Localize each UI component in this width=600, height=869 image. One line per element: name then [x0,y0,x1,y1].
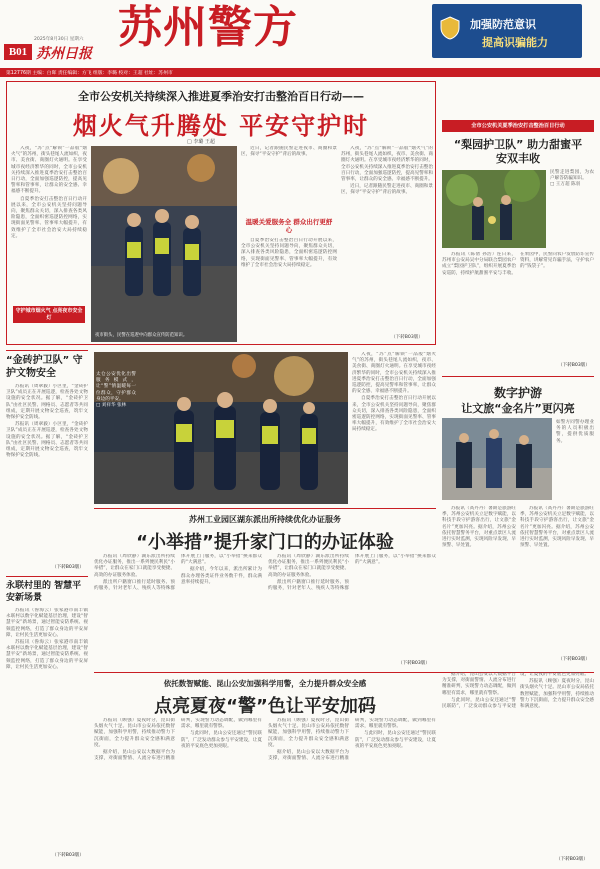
left1-body: 苏报讯（周翠毅）小区里，“金砖护卫队”成员正在开展巡逻，检查各处文物设施的安全状况。据了解，“金砖护卫队”由社区民警、网格员、志愿者等共同组成，定期开展文物安全巡查，筑牢文物保护安全防线。 苏报讯（周翠毅）小区里，“金砖护卫队”成员正在开展巡逻，检查各处文物设施的安全状况。据了解，“金砖护卫队”由社区民警、网格员、志愿者等共同组成，定期开展文物安全巡查，筑牢文物保护安全防线。 [6,384,88,459]
lead-body-col3b: 自夏季治安打击整治百日行动开展以来，全市公安机关坚持问题导向，聚焦群众关切，深入排查各类风险隐患，全面织密巡逻防控网络，实现街面见警率、管事率大幅提升，有效维护了全市社会治安大局持续稳定。 [241,238,337,268]
issue-info: 2025年8月30日 星期六 [34,37,84,42]
bottom-story [94,672,594,866]
tourism-title: 数字护游 [493,386,542,400]
tourism-read-more[interactable]: （下转B03版） [558,657,590,662]
tourism-body: 苏报讯（高丹丹）暑期是旅游旺季，苏州公安机关立足数字赋能，以科技手段守护游客出行，让文旅“金名片”更加闪亮。据介绍，苏州公安依托智慧警务平台，对重点景区人流进行实时监测，实现风险早发现、早预警、早处置。 苏报讯（高丹丹）暑期是旅游旺季，苏州公安机关立足数字赋能，以科技手段守护游客出行，让文旅“金名片”更加闪亮。据介绍，苏州公安依托智慧警务平台，对重点景区人流进行实时监测，实现风险早发现、早预警、早处置。 [442,506,594,549]
masthead-bar [0,68,600,77]
right-top-photo [442,170,546,248]
left2-headline: 永联村里的 智慧平安新场景 [6,581,82,603]
bottom-kicker: 依托数智赋能、昆山公安加强科学用警，全力提升群众安全感 [163,679,367,688]
divider [6,350,88,351]
masthead [0,0,600,76]
lead-headline: 烟火气升腾处 平安守护时 [72,112,370,140]
office-headline: “小举措”提升家门口的办证体验 [136,532,394,553]
lead-read-more[interactable]: （下转B03版） [391,335,423,340]
ad-banner [432,4,582,58]
left2-read-more[interactable]: （下转B03版） [52,853,84,858]
right-top-body: 苏报讯（陈倩 孙浩）连日来，苏州市公安局吴中分局联合梨园农户成立“梨园护卫队”，组织开展夏季治安巡防，持续护航甜蜜平安与丰收。在果园中，民警向农户发放防诈宣传资料，讲解常见诈骗手法，守护农户的“钱袋子”。 [442,252,594,276]
sub-info: 第12776期 主编：白晖 责任编辑：方飞 组版：李璐 校对：王超 社址：苏州市 [6,71,173,76]
lead-photo-caption: 夜市街头，民警在巡逻中向群众宣传防范知识。 [95,333,188,339]
tourism-photo [442,418,552,500]
lead-body-col4: 入夜，“苏”点“解锁”一品般“烟火气”的苏州，街头巷尾人流如织，夜市、美食街、商圈灯火通明。在享受城市夜经济繁华的同时，全市公安机关持续深入推进夏季治安打击整治百日行动，全面加强巡逻防控，提高见警率和管事率，让群众的安全感、幸福感不断提升。 近日，记者跟随民警走进夜市、商圈和景区，探寻“平安守护”背后的故事。 [341,146,433,196]
office-body: 苏报讯（周欣静）湖东派出所持续优化办证服务，推出一系列便民利民“小举措”，让群众在家门口就能享受便捷、高效的办证服务体验。 派出所户籍窗口推行延时服务、预约服务，针对老年人、残疾人等特殊群体开展上门服务，以“小举措”换来群众的“大满意”。 据介绍，今年以来，派出所累计为群众办理各类证件业务数千件，群众满意率持续提升。 苏报讯（周欣静）湖东派出所持续优化办证服务，推出一系列便民利民“小举措”，让群众在家门口就能享受便捷、高效的办证服务体验。 派出所户籍窗口推行延时服务、预约服务，针对老年人、残疾人等特殊群体开展上门服务，以“小举措”换来群众的“大满意”。 [94,554,436,592]
bottom-read-more[interactable]: （下转B03版） [556,857,588,862]
lead-body-col3: 近日，记者跟随民警走进夜市、商圈和景区，探寻“平安守护”背后的故事。 [241,146,337,158]
paper-name: 苏州日报 [36,46,92,62]
tourism-photo-caption: 如警方同警办理业务的人员积极出警，提供优质服务。 [556,420,594,444]
lead-sidebar-label: 守护城市烟火气 点亮夜市安全灯 [13,306,85,323]
right-top-read-more[interactable]: （下转B03版） [558,363,590,368]
page-code: B01 [4,44,32,60]
divider [442,376,594,377]
night-patrol-caption: 太仓公安优化出警服务模式，让“警”情温暖每一位群众，守护群众身边的平安。 □ 刘祥华 张林 [96,372,136,409]
office-service-story [94,508,436,668]
lead-kicker: 全市公安机关持续深入推进夏季治安打击整治百日行动—— [78,90,364,103]
bottom-body-right: 据介绍，昆山公安以大数据平台为支撑，对街面警情、人流分布进行精准研判，实现警力动态调配，做到哪里有需求，哪里就有警察。 与此同时，昆山公安还通过“警民联防”，广泛发动群众参与平安建设，让夏夜的平安底色更加亮眼。 苏报讯（顾强）夏夜时分，昆山街头烟火气十足。昆山市公安局依托数智赋能，加强科学用警，持续推动警力下沉街面，全力提升群众安全感和满意度。 [442,672,594,710]
right-top-story [442,120,594,370]
shield-icon [440,16,460,40]
ad-line2: 提高识骗能力 [482,36,548,49]
left1-headline: “金砖护卫队” 守护文物安全 [6,355,83,379]
left-col-story1 [6,350,88,572]
bottom-body: 苏报讯（顾强）夏夜时分，昆山街头烟火气十足。昆山市公安局依托数智赋能，加强科学用警，持续推动警力下沉街面，全力提升群众安全感和满意度。 据介绍，昆山公安以大数据平台为支撑，对街面警情、人流分布进行精准研判，实现警力动态调配，做到哪里有需求，哪里就有警察。 与此同时，昆山公安还通过“警民联防”，广泛发动群众参与平安建设，让夏夜的平安底色更加亮眼。 苏报讯（顾强）夏夜时分，昆山街头烟火气十足。昆山市公安局依托数智赋能，加强科学用警，持续推动警力下沉街面，全力提升群众安全感和满意度。 据介绍，昆山公安以大数据平台为支撑，对街面警情、人流分布进行精准研判，实现警力动态调配，做到哪里有需求，哪里就有警察。 与此同时，昆山公安还通过“警民联防”，广泛发动群众参与平安建设，让夏夜的平安底色更加亮眼。 [94,718,436,762]
divider [94,508,436,509]
bottom-headline: 点亮夏夜“警”色让平安加码 [154,696,376,717]
left-col-story2 [6,576,88,866]
digital-tourism-story [442,376,594,666]
ad-line1: 加强防范意识 [470,18,536,31]
lead-byline: □ 李璐 王超 [187,139,215,145]
page-title: 苏州警方 [118,2,298,53]
right-top-kicker: “梨园护卫队” 助力甜蜜平安双丰收 [453,138,583,165]
tourism-headline: 让文旅“金名片”更闪亮 [461,402,575,415]
office-read-more[interactable]: （下转B03版） [398,661,430,666]
lead-story [6,81,436,345]
lead-photo [91,146,237,342]
office-kicker: 苏州工业园区湖东派出所持续优化办证服务 [189,515,341,524]
right-top-header: 全市公安机关夏季治安打击整治百日行动 [442,120,594,132]
lead-subhead: 温暖关爱服务全 群众出行更舒心 [245,218,333,234]
left2-body: 苏报讯（鲁海云）张家港市南丰镇永联村以数字化赋能基层治理，建设“智慧平安”新场景，通过智能安防系统、视频监控网络，打造了群众身边的平安屏障，让村民生活更加安心。 苏报讯（鲁海云）张家港市南丰镇永联村以数字化赋能基层治理，建设“智慧平安”新场景，通过智能安防系统、视频监控网络，打造了群众身边的平安屏障，让村民生活更加安心。 [6,608,88,670]
left1-read-more[interactable]: （下转B03版） [52,565,84,570]
divider [6,576,88,577]
lead-continue-col: 入夜，“苏”点“解锁”一品般“烟火气”的苏州，街头巷尾人流如织，夜市、美食街、商圈灯火通明。在享受城市夜经济繁华的同时，全市公安机关持续深入推进夏季治安打击整治百日行动，全面加强巡逻防控，提高见警率和管事率，让群众的安全感、幸福感不断提升。 自夏季治安打击整治百日行动开展以来，全市公安机关坚持问题导向，聚焦群众关切，深入排查各类风险隐患，全面织密巡逻防控网络，实现街面见警率、管事率大幅提升，有效维护了全市社会治安大局持续稳定。 [352,352,436,433]
lead-body-col1: 入夜，“苏”点“解锁”一品般“烟火气”的苏州，街头巷尾人流如织，夜市、美食街、商圈灯火通明。在享受城市夜经济繁华的同时，全市公安机关持续深入推进夏季治安打击整治百日行动，全面加强巡逻防控，提高见警率和管事率，让群众的安全感、幸福感不断提升。 自夏季治安打击整治百日行动开展以来，全市公安机关坚持问题导向，聚焦群众关切，深入排查各类风险隐患，全面织密巡逻防控网络，实现街面见警率、管事率大幅提升，有效维护了全市社会治安大局持续稳定。 [11,146,87,239]
right-top-photo-caption: 民警走进梨园，为农户解答防骗知识。 □ 王万超 陈羽 [550,170,594,188]
